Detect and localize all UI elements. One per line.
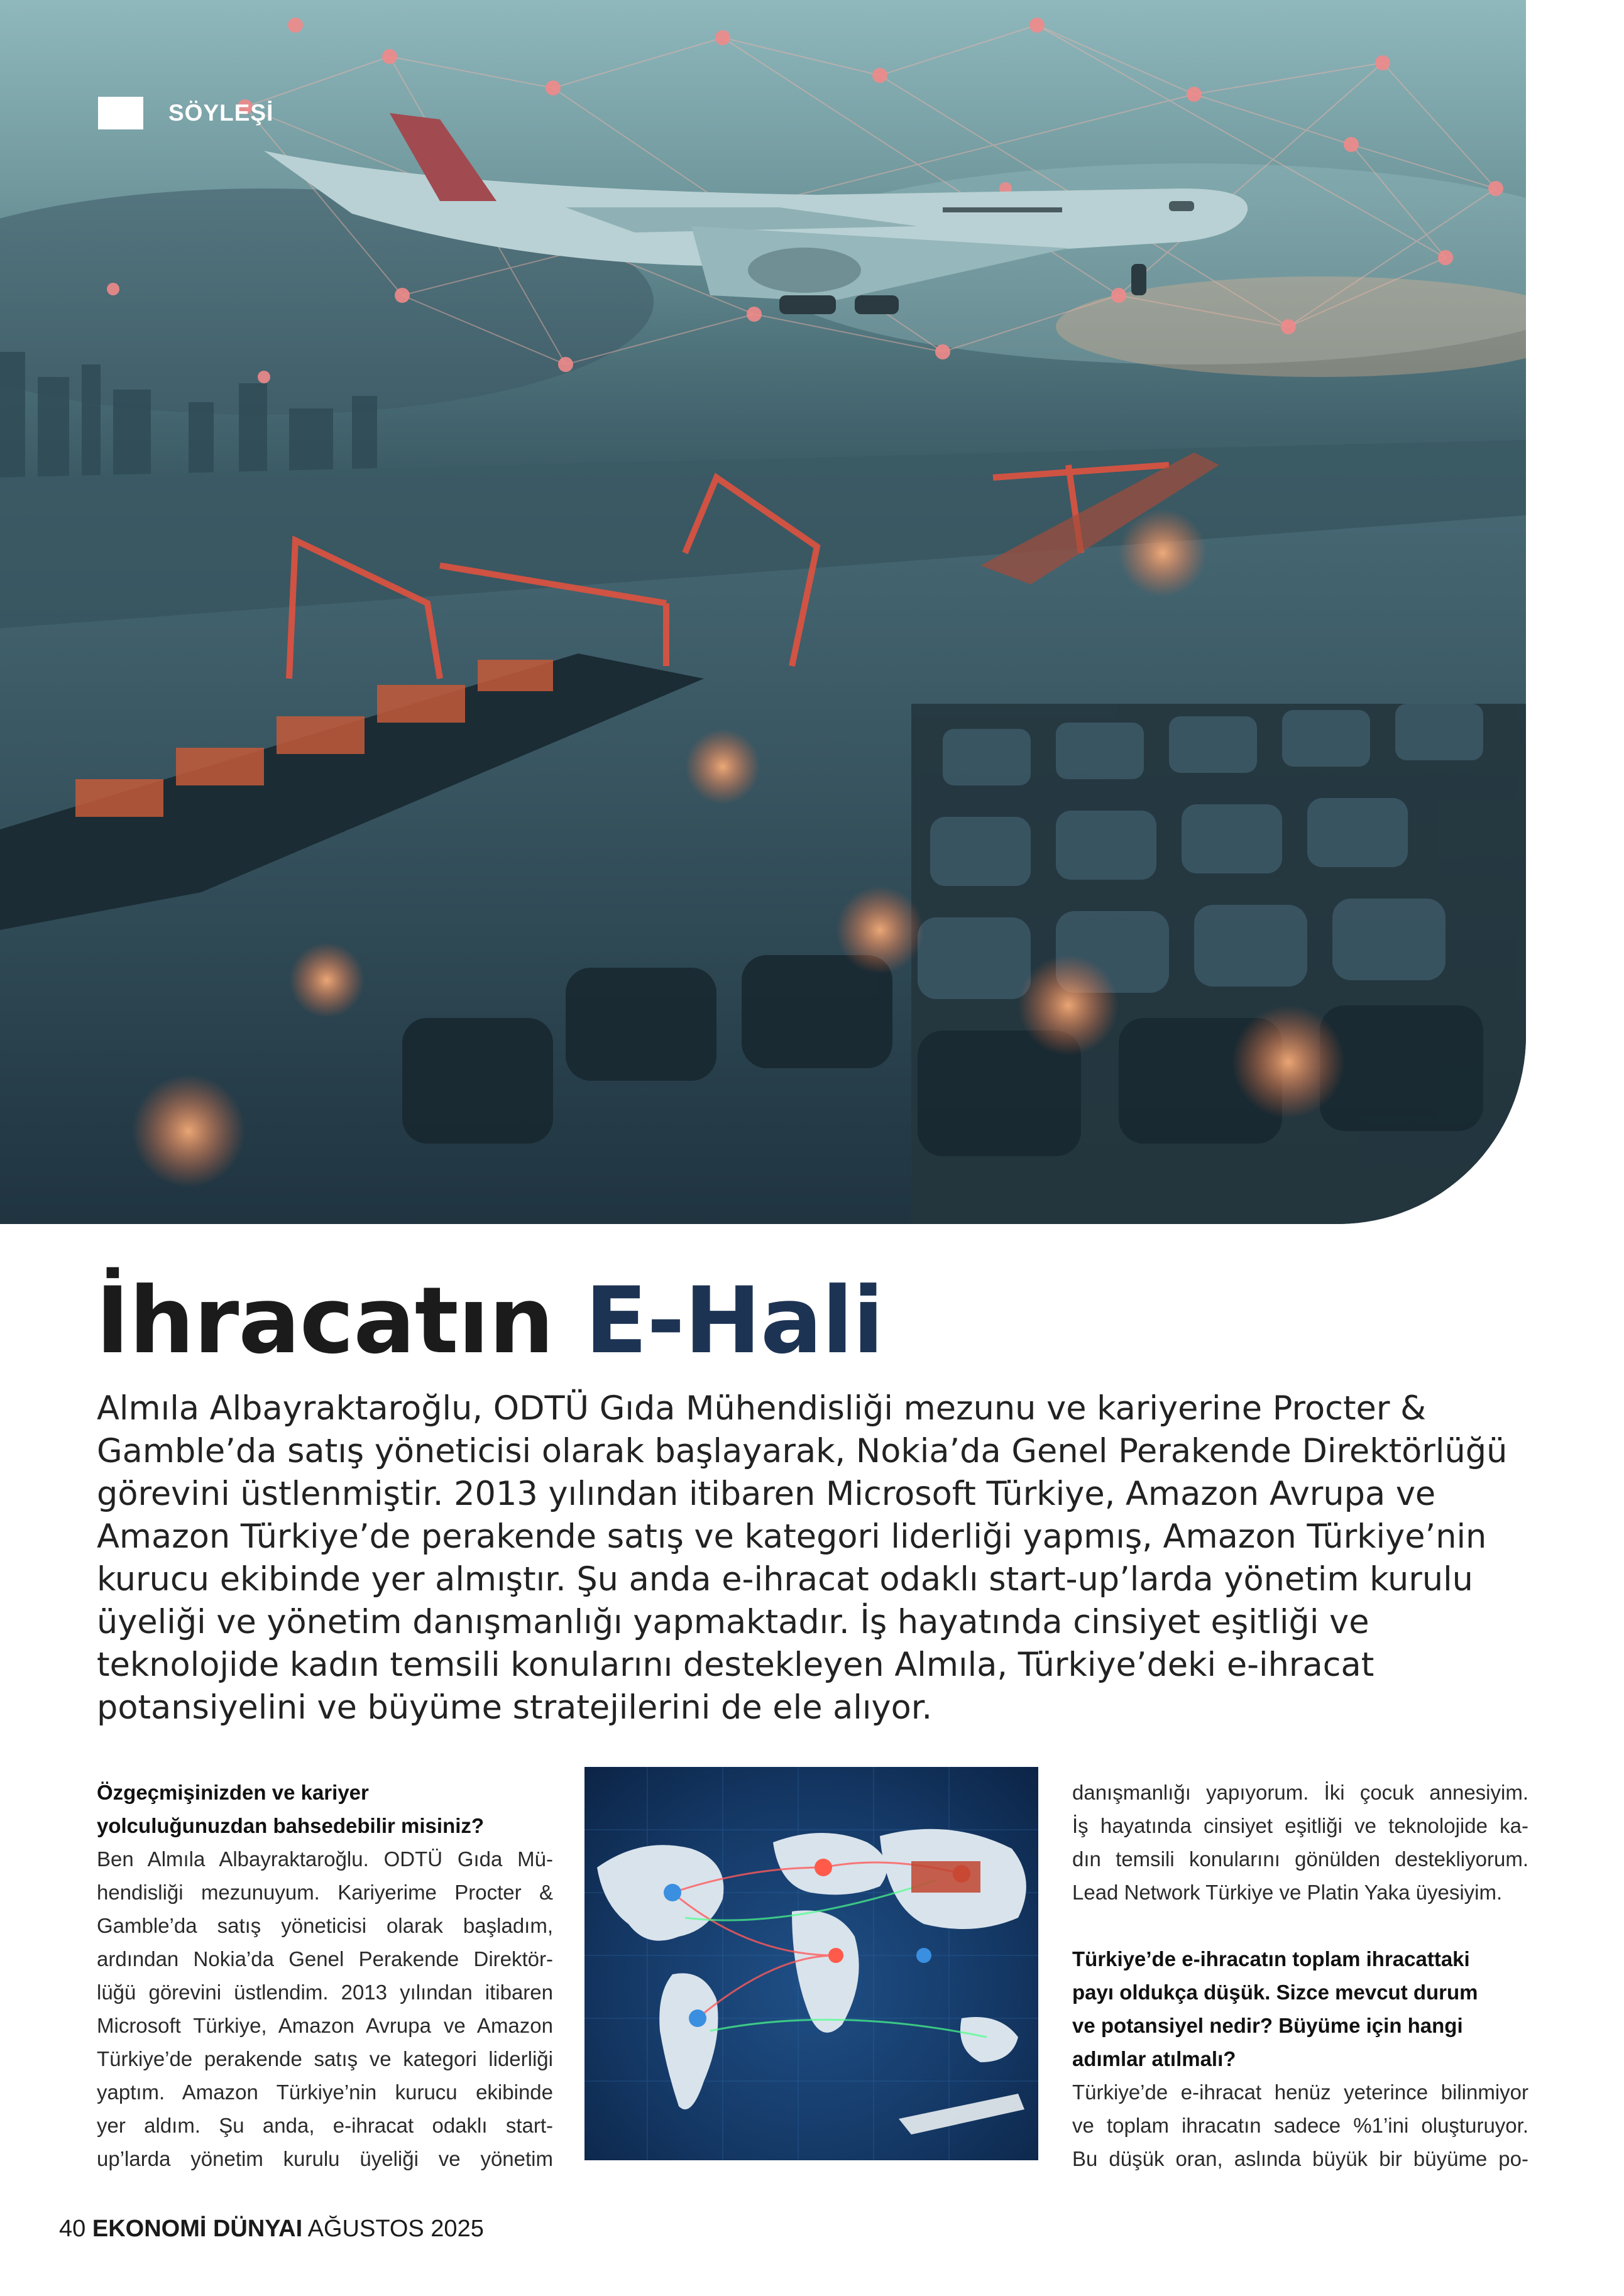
answer-line: lüğü görevini üstlendim. 2013 yılından itibaren [97, 1981, 553, 2004]
answer-line: ardından Nokia’da Genel Perakende Direktör- [97, 1947, 553, 1971]
article-title [96, 1264, 884, 1377]
answer-line: Microsoft Türkiye, Amazon Avrupa ve Amazon [97, 2014, 553, 2037]
answer-line: hendisliği mezunuyum. Kariyerime Procter & [97, 1881, 553, 1904]
answer-line: yer aldım. Şu anda, e-ihracat odaklı start- [97, 2114, 553, 2137]
answer-line: İş hayatında cinsiyet eşitliği ve teknolojide ka- [1072, 1814, 1528, 1837]
paragraph-gap [1072, 1909, 1528, 1942]
answer-line: Türkiye’de perakende satış ve kategori liderliği [97, 2047, 553, 2070]
article-lead: Almıla Albayraktaroğlu, ODTÜ Gıda Mühendisliği mezunu ve kariyerine Procter & Gamble’da satış yöneticisi olarak başlayarak, Nokia’da Genel Perakende Direktörlüğü görevini üstlenmiştir. 2013 yılından itibaren Microsoft Türkiye, Amazon Avrupa ve Amazon Türkiye’de perakende satış ve kategori liderliği yapmış, Amazon Türkiye’nin kurucu ekibinde yer almıştır. Şu anda e-ihracat odaklı start-up’larda yönetim kurulu üyeliği ve yönetim danışmanlığı yapmaktadır. İş hayatında cinsiyet eşitliği ve teknolojide kadın temsili konularını destekleyen Almıla, Türkiye’deki e-ihracat potansiyelini ve büyüme stratejilerini de ele alıyor. [97, 1389, 1508, 1727]
interview-question: adımlar atılmalı? [1072, 2047, 1236, 2070]
title-part-2: E-Hali [584, 1267, 884, 1374]
answer-line: Gamble’da satış yöneticisi olarak başladım, [97, 1914, 553, 1937]
interview-question: ve potansiyel nedir? Büyüme için hangi [1072, 2014, 1463, 2037]
text-column-3 [1072, 1776, 1528, 2175]
section-tag [98, 97, 273, 129]
page-footer [59, 2216, 484, 2243]
answer-line: ve toplam ihracatın sadece %1’ini oluşturuyor. [1072, 2114, 1528, 2137]
issue-date: AĞUSTOS 2025 [307, 2216, 484, 2242]
answer-line: up’larda yönetim kurulu üyeliği ve yönetim [97, 2147, 553, 2170]
title-part-1: İhracatın [96, 1267, 585, 1374]
answer-line: Lead Network Türkiye ve Platin Yaka üyesiyim. [1072, 1881, 1503, 1904]
footer-separator: I [295, 2216, 303, 2242]
answer-line: Ben Almıla Albayraktaroğlu. ODTÜ Gıda Mü- [97, 1847, 553, 1871]
section-marker [98, 97, 143, 129]
interview-question: payı oldukça düşük. Sizce mevcut durum [1072, 1981, 1478, 2004]
interview-question: yolculuğunuzdan bahsedebilir misiniz? [97, 1814, 485, 1837]
section-label: SÖYLEŞİ [168, 100, 274, 126]
text-column-1 [97, 1776, 553, 2175]
page-number: 40 [59, 2216, 86, 2242]
answer-line: danışmanlığı yapıyorum. İki çocuk annesiyim. [1072, 1781, 1528, 1804]
world-map-image [584, 1767, 1038, 2160]
interview-question: Özgeçmişinizden ve kariyer [97, 1781, 369, 1804]
answer-line: Bu düşük oran, aslında büyük bir büyüme po- [1072, 2147, 1528, 2170]
answer-line: dın temsili konularını gönülden destekliyorum. [1072, 1847, 1528, 1871]
world-map-illustration [584, 1767, 1038, 2160]
magazine-name: EKONOMİ DÜNYA [92, 2216, 296, 2242]
answer-line: Türkiye’de e-ihracat henüz yeterince bilinmiyor [1072, 2080, 1528, 2104]
answer-line: yaptım. Amazon Türkiye’nin kurucu ekibinde [97, 2080, 553, 2104]
interview-question: Türkiye’de e-ihracatın toplam ihracattaki [1072, 1947, 1470, 1971]
